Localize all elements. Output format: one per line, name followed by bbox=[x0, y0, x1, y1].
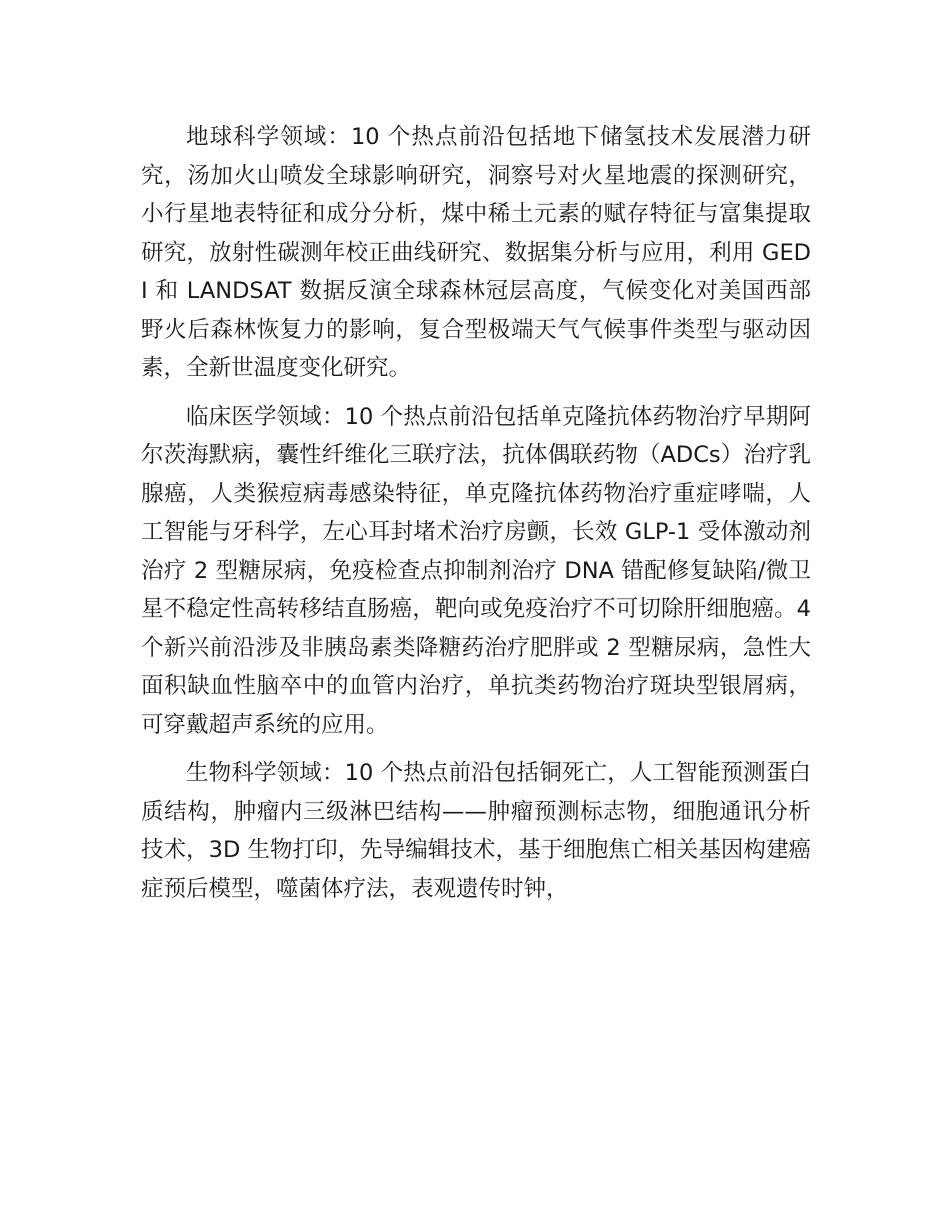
paragraph-label: 临床医学领域： bbox=[186, 403, 345, 430]
paragraph-biological-science bbox=[141, 754, 811, 908]
paragraph-text: 10 个热点前沿包括铜死亡，人工智能预测蛋白质结构，肿瘤内三级淋巴结构——肿瘤预测标志物，细胞通讯分析技术，3D 生物打印，先导编辑技术，基于细胞焦亡相关基因构建癌症预后模型，噬菌体疗法，表观遗传时钟， bbox=[141, 760, 811, 902]
paragraph-text: 10 个热点前沿包括单克隆抗体药物治疗早期阿尔茨海默病，囊性纤维化三联疗法，抗体偶联药物（ADCs）治疗乳腺癌，人类猴痘病毒感染特征，单克隆抗体药物治疗重症哮喘，人工智能与牙科学，左心耳封堵术治疗房颤，长效 GLP-1 受体激动剂治疗 2 型糖尿病，免疫检查点抑制剂治疗 DNA 错配修复缺陷/微卫星不稳定性高转移结直肠癌，靶向或免疫治疗不可切除肝细胞癌。4 个新兴前沿涉及非胰岛素类降糖药治疗肥胖或 2 型糖尿病，急性大面积缺血性脑卒中的血管内治疗，单抗类药物治疗斑块型银屑病，可穿戴超声系统的应用。 bbox=[141, 403, 811, 738]
paragraph-clinical-medicine bbox=[141, 398, 811, 745]
paragraph-earth-science bbox=[141, 118, 811, 388]
paragraph-label: 生物科学领域： bbox=[186, 760, 345, 786]
paragraph-label: 地球科学领域： bbox=[186, 124, 351, 150]
document-body bbox=[141, 118, 811, 918]
paragraph-text: 10 个热点前沿包括地下储氢技术发展潜力研究，汤加火山喷发全球影响研究，洞察号对火星地震的探测研究，小行星地表特征和成分分析，煤中稀土元素的赋存特征与富集提取研究，放射性碳测年校正曲线研究、数据集分析与应用，利用 GEDI 和 LANDSAT 数据反演全球森林冠层高度，气候变化对美国西部野火后森林恢复力的影响，复合型极端天气气候事件类型与驱动因素，全新世温度变化研究。 bbox=[141, 124, 811, 381]
